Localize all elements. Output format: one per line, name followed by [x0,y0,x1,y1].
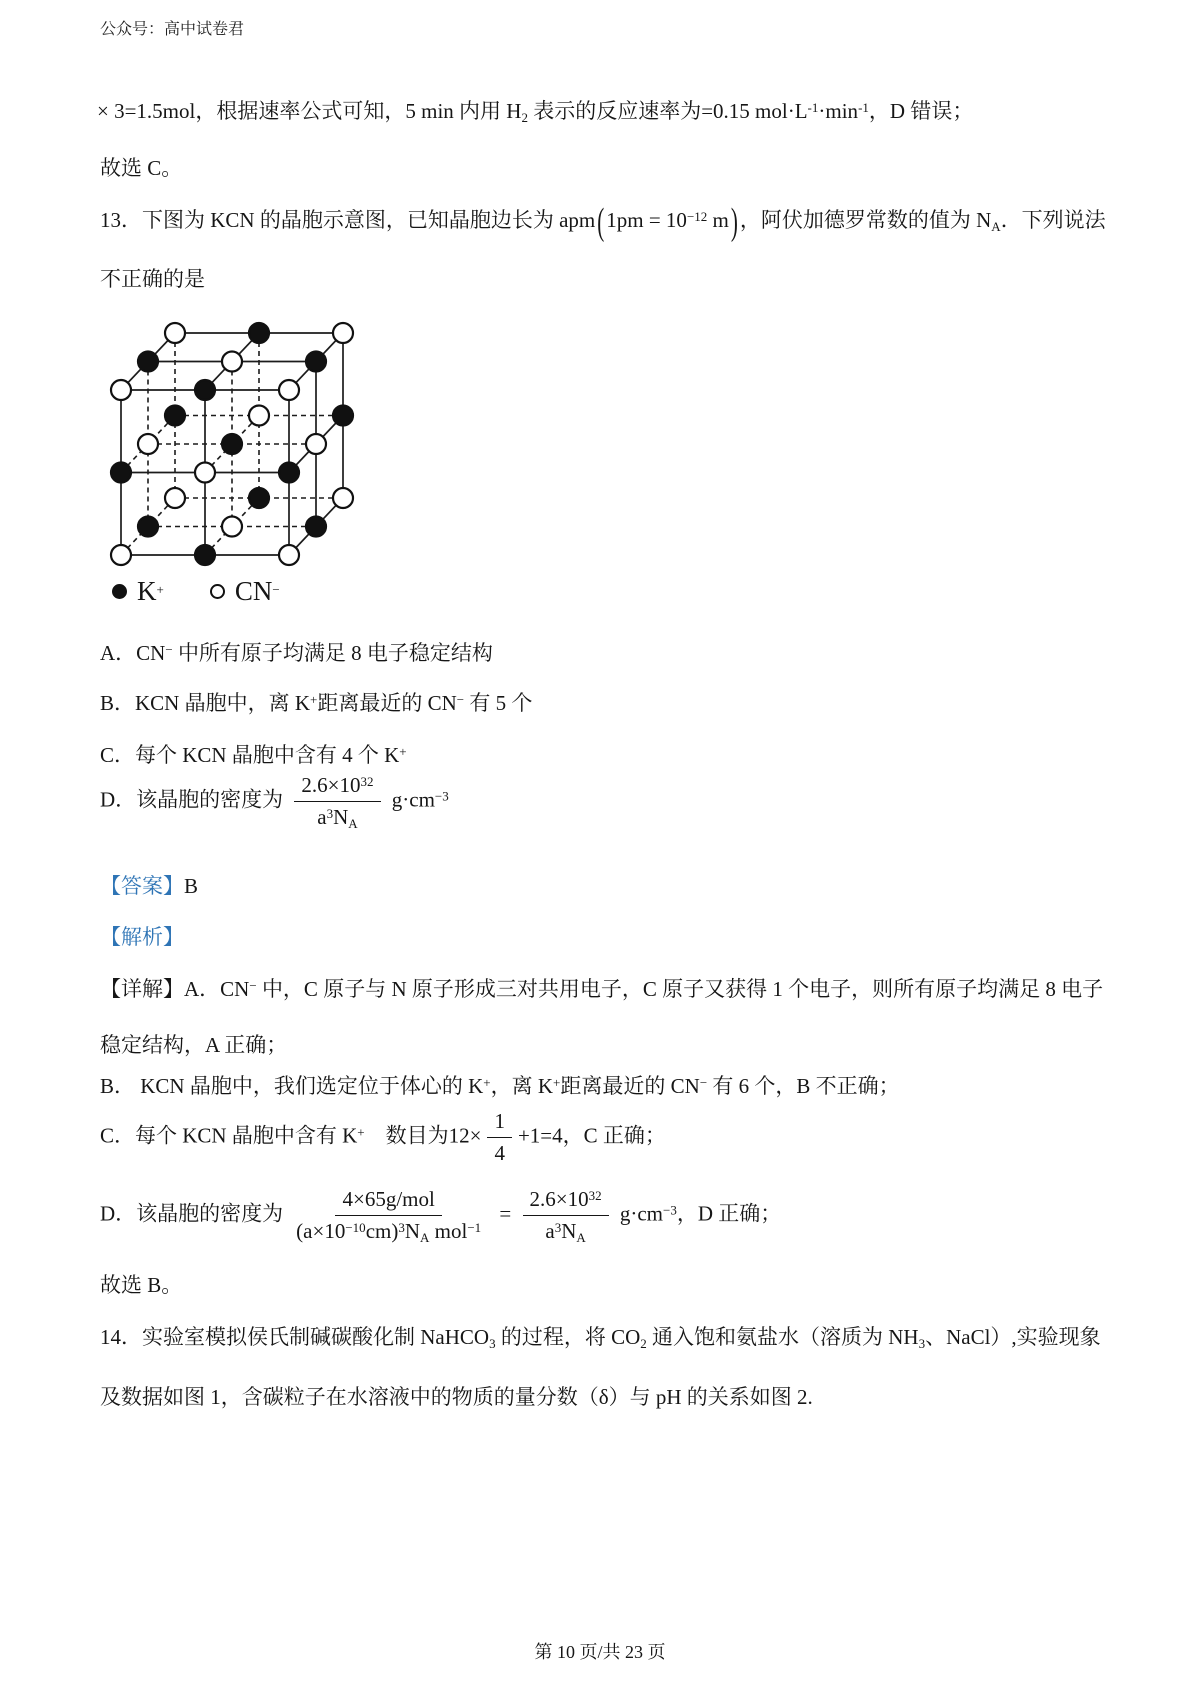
fraction: $\frac{1}{4}$ [487,1108,512,1167]
explanation-d: D．该晶胞的密度为 $\frac{\text{4×65g/mol}}{(a\times 10^{-10}cm)^3N_A mol^{-1}}$ = $\frac{2.6\times 10^{32}}{a^3N_A}$ $g\cdot cm^{-3}$，D 正确； [100,1187,782,1245]
option-d: D．该晶胞的密度为 $\frac{2.6\times 10^{32}}{a^3N_A}$ $g\cdot cm^{-3}$ [100,773,449,831]
analysis-label: 【解析】 [100,925,184,949]
page-header-watermark: 公众号：高中试卷君 [100,21,245,38]
explanation-a: 【详解】A．CN− 中，C 原子与 N 原子形成三对共用电子，C 原子又获得 1 个电子，则所有原子均满足 8 电子稳定结构，A 正确； [100,977,1104,1057]
question-13-stem: 13．下图为 KCN 的晶胞示意图，已知晶胞边长为 $apm(1pm = 10^{-12}$ m)，阿伏加德罗常数的值为 $N_A$．下列说法不正确的是 [100,200,1106,291]
prev-solution-line-2: 故选 C。 [100,156,183,180]
conclusion-line: 故选 B。 [100,1273,183,1297]
k-plus-label: K+ [137,576,164,606]
answer-label: 【答案】 [100,874,184,898]
crystal-structure-diagram [100,315,364,569]
fraction: $\frac{2.6\times 10^{32}}{a^3N_A}$ [294,772,380,831]
answer-value: B [184,874,199,898]
page-number-footer: 第 10 页/共 23 页 [534,1642,666,1662]
option-c: C．每个 KCN 晶胞中含有 4 个 K+ [100,743,407,767]
lattice-atoms [111,323,353,565]
explanation-c: C．每个 KCN 晶胞中含有 K+ 数目为12× $\frac{1}{4}$ +1=4，C 正确； [100,1109,666,1165]
kcn-unit-cell-svg [100,315,364,569]
prev-solution-line-1: × 3=1.5mol，根据速率公式可知，5 min 内用 $H_2$ 表示的反应速率为=0.15 $mol\cdot L^{-1}\cdot\min^{-1}$，D 错误； [97,99,974,125]
fraction: $\frac{\text{4×65g/mol}}{(a\times 10^{-10}cm)^3N_A mol^{-1}}$ [296,1187,482,1245]
k-plus-dot-icon [112,584,127,599]
cn-minus-label: CN− [234,576,280,606]
explanation-b: B． KCN 晶胞中，我们选定位于体心的 K+，离 K+距离最近的 CN− 有 6 个，B 不正确； [100,1074,900,1098]
diagram-legend [112,576,280,607]
question-14-stem: 14．实验室模拟侯氏制碱碳酸化制 NaHCO$_3$ 的过程，将 $CO_2$ 通入饱和氨盐水（溶质为 $NH_3$、NaCl）,实验现象及数据如图 1，含碳粒子在水溶液中的物质的量分数（δ）与 pH 的关系如图 2. [100,1325,1101,1409]
fraction: $\frac{2.6\times 10^{32}}{a^3N_A}$ [523,1186,609,1245]
option-b: B．KCN 晶胞中，离 K+距离最近的 CN− 有 5 个 [100,691,533,715]
cn-minus-circle-icon [210,584,225,599]
option-a: A．CN− 中所有原子均满足 8 电子稳定结构 [100,641,493,665]
answer-line [100,871,198,901]
